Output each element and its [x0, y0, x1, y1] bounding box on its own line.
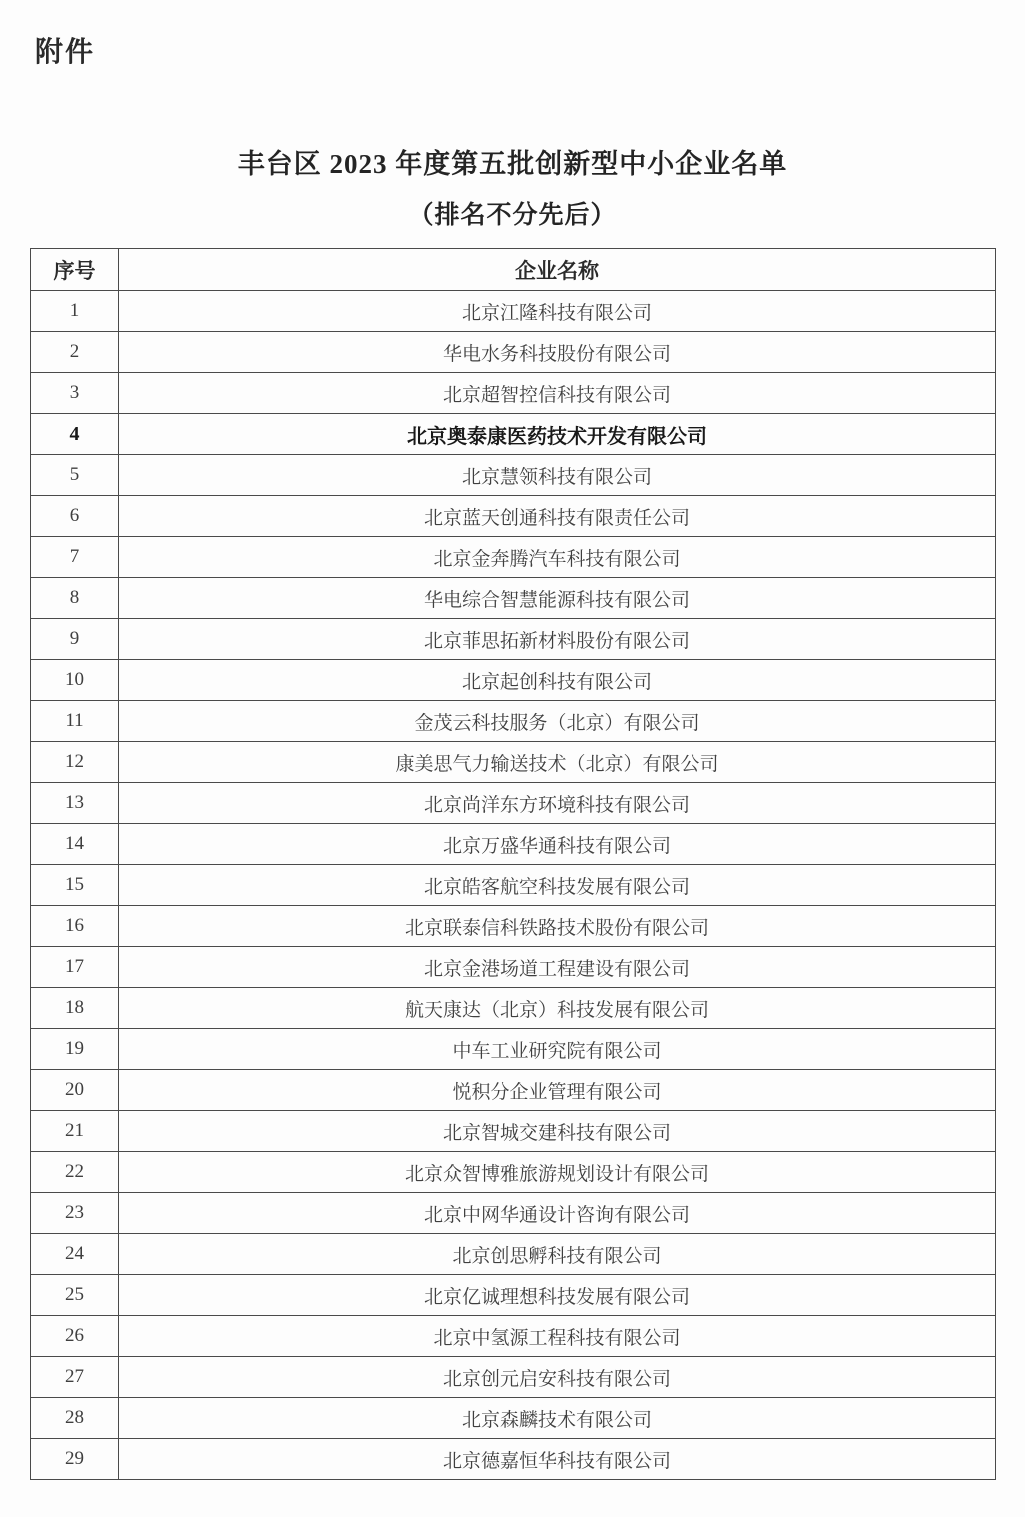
table-row	[31, 824, 996, 865]
row-serial-number: 5	[31, 455, 119, 496]
row-serial-number: 24	[31, 1234, 119, 1275]
table-row	[31, 1029, 996, 1070]
company-name: 北京中网华通设计咨询有限公司	[119, 1193, 996, 1234]
row-serial-number: 8	[31, 578, 119, 619]
table-row	[31, 1070, 996, 1111]
row-serial-number: 18	[31, 988, 119, 1029]
row-serial-number: 25	[31, 1275, 119, 1316]
column-header-company-name: 企业名称	[119, 249, 996, 291]
company-name: 北京森麟技术有限公司	[119, 1398, 996, 1439]
company-name: 华电水务科技股份有限公司	[119, 332, 996, 373]
row-serial-number: 28	[31, 1398, 119, 1439]
company-name: 北京菲思拓新材料股份有限公司	[119, 619, 996, 660]
company-name: 北京万盛华通科技有限公司	[119, 824, 996, 865]
row-serial-number: 15	[31, 865, 119, 906]
company-name: 北京中氢源工程科技有限公司	[119, 1316, 996, 1357]
table-row	[31, 496, 996, 537]
table-row	[31, 1357, 996, 1398]
attachment-label: 附件	[35, 37, 96, 68]
table-row	[31, 373, 996, 414]
row-serial-number: 4	[31, 414, 119, 455]
company-name: 北京亿诚理想科技发展有限公司	[119, 1275, 996, 1316]
company-name: 悦积分企业管理有限公司	[119, 1070, 996, 1111]
table-row	[31, 578, 996, 619]
table-header-row	[31, 249, 996, 291]
company-name: 北京江隆科技有限公司	[119, 291, 996, 332]
title-block	[0, 142, 1025, 231]
row-serial-number: 17	[31, 947, 119, 988]
table-row	[31, 414, 996, 455]
table-body	[31, 291, 996, 1480]
company-name: 北京慧领科技有限公司	[119, 455, 996, 496]
company-name: 北京创元启安科技有限公司	[119, 1357, 996, 1398]
table-row	[31, 1193, 996, 1234]
row-serial-number: 7	[31, 537, 119, 578]
company-name: 北京众智博雅旅游规划设计有限公司	[119, 1152, 996, 1193]
row-serial-number: 19	[31, 1029, 119, 1070]
row-serial-number: 9	[31, 619, 119, 660]
page-title: 丰台区 2023 年度第五批创新型中小企业名单	[237, 149, 788, 179]
table-row	[31, 455, 996, 496]
table-row	[31, 742, 996, 783]
company-name: 北京智城交建科技有限公司	[119, 1111, 996, 1152]
table-row	[31, 1439, 996, 1480]
table-row	[31, 619, 996, 660]
table-row	[31, 1275, 996, 1316]
table-row	[31, 332, 996, 373]
row-serial-number: 6	[31, 496, 119, 537]
company-name: 北京联泰信科铁路技术股份有限公司	[119, 906, 996, 947]
row-serial-number: 23	[31, 1193, 119, 1234]
table-row	[31, 537, 996, 578]
table-row	[31, 1111, 996, 1152]
table-row	[31, 947, 996, 988]
row-serial-number: 16	[31, 906, 119, 947]
company-name: 金茂云科技服务（北京）有限公司	[119, 701, 996, 742]
row-serial-number: 26	[31, 1316, 119, 1357]
table-row	[31, 1316, 996, 1357]
table-row	[31, 1152, 996, 1193]
table-row	[31, 701, 996, 742]
company-name: 北京起创科技有限公司	[119, 660, 996, 701]
row-serial-number: 21	[31, 1111, 119, 1152]
company-name: 北京尚洋东方环境科技有限公司	[119, 783, 996, 824]
table-row	[31, 291, 996, 332]
company-name: 北京金港场道工程建设有限公司	[119, 947, 996, 988]
company-name: 北京德嘉恒华科技有限公司	[119, 1439, 996, 1480]
company-name: 中车工业研究院有限公司	[119, 1029, 996, 1070]
row-serial-number: 13	[31, 783, 119, 824]
table-row	[31, 783, 996, 824]
company-name: 北京皓客航空科技发展有限公司	[119, 865, 996, 906]
row-serial-number: 2	[31, 332, 119, 373]
company-name: 北京奥泰康医药技术开发有限公司	[119, 414, 996, 455]
table-row	[31, 865, 996, 906]
row-serial-number: 22	[31, 1152, 119, 1193]
row-serial-number: 11	[31, 701, 119, 742]
table-row	[31, 988, 996, 1029]
company-name: 北京超智控信科技有限公司	[119, 373, 996, 414]
company-name: 航天康达（北京）科技发展有限公司	[119, 988, 996, 1029]
table-row	[31, 906, 996, 947]
table-row	[31, 1234, 996, 1275]
row-serial-number: 12	[31, 742, 119, 783]
row-serial-number: 3	[31, 373, 119, 414]
table-row	[31, 1398, 996, 1439]
row-serial-number: 1	[31, 291, 119, 332]
company-name: 康美思气力输送技术（北京）有限公司	[119, 742, 996, 783]
row-serial-number: 20	[31, 1070, 119, 1111]
page-subtitle: （排名不分先后）	[408, 202, 617, 229]
row-serial-number: 14	[31, 824, 119, 865]
row-serial-number: 29	[31, 1439, 119, 1480]
company-name: 华电综合智慧能源科技有限公司	[119, 578, 996, 619]
company-name: 北京金奔腾汽车科技有限公司	[119, 537, 996, 578]
table-row	[31, 660, 996, 701]
column-header-serial: 序号	[31, 249, 119, 291]
row-serial-number: 27	[31, 1357, 119, 1398]
company-name: 北京创思孵科技有限公司	[119, 1234, 996, 1275]
company-name: 北京蓝天创通科技有限责任公司	[119, 496, 996, 537]
row-serial-number: 10	[31, 660, 119, 701]
company-table	[30, 248, 996, 1480]
